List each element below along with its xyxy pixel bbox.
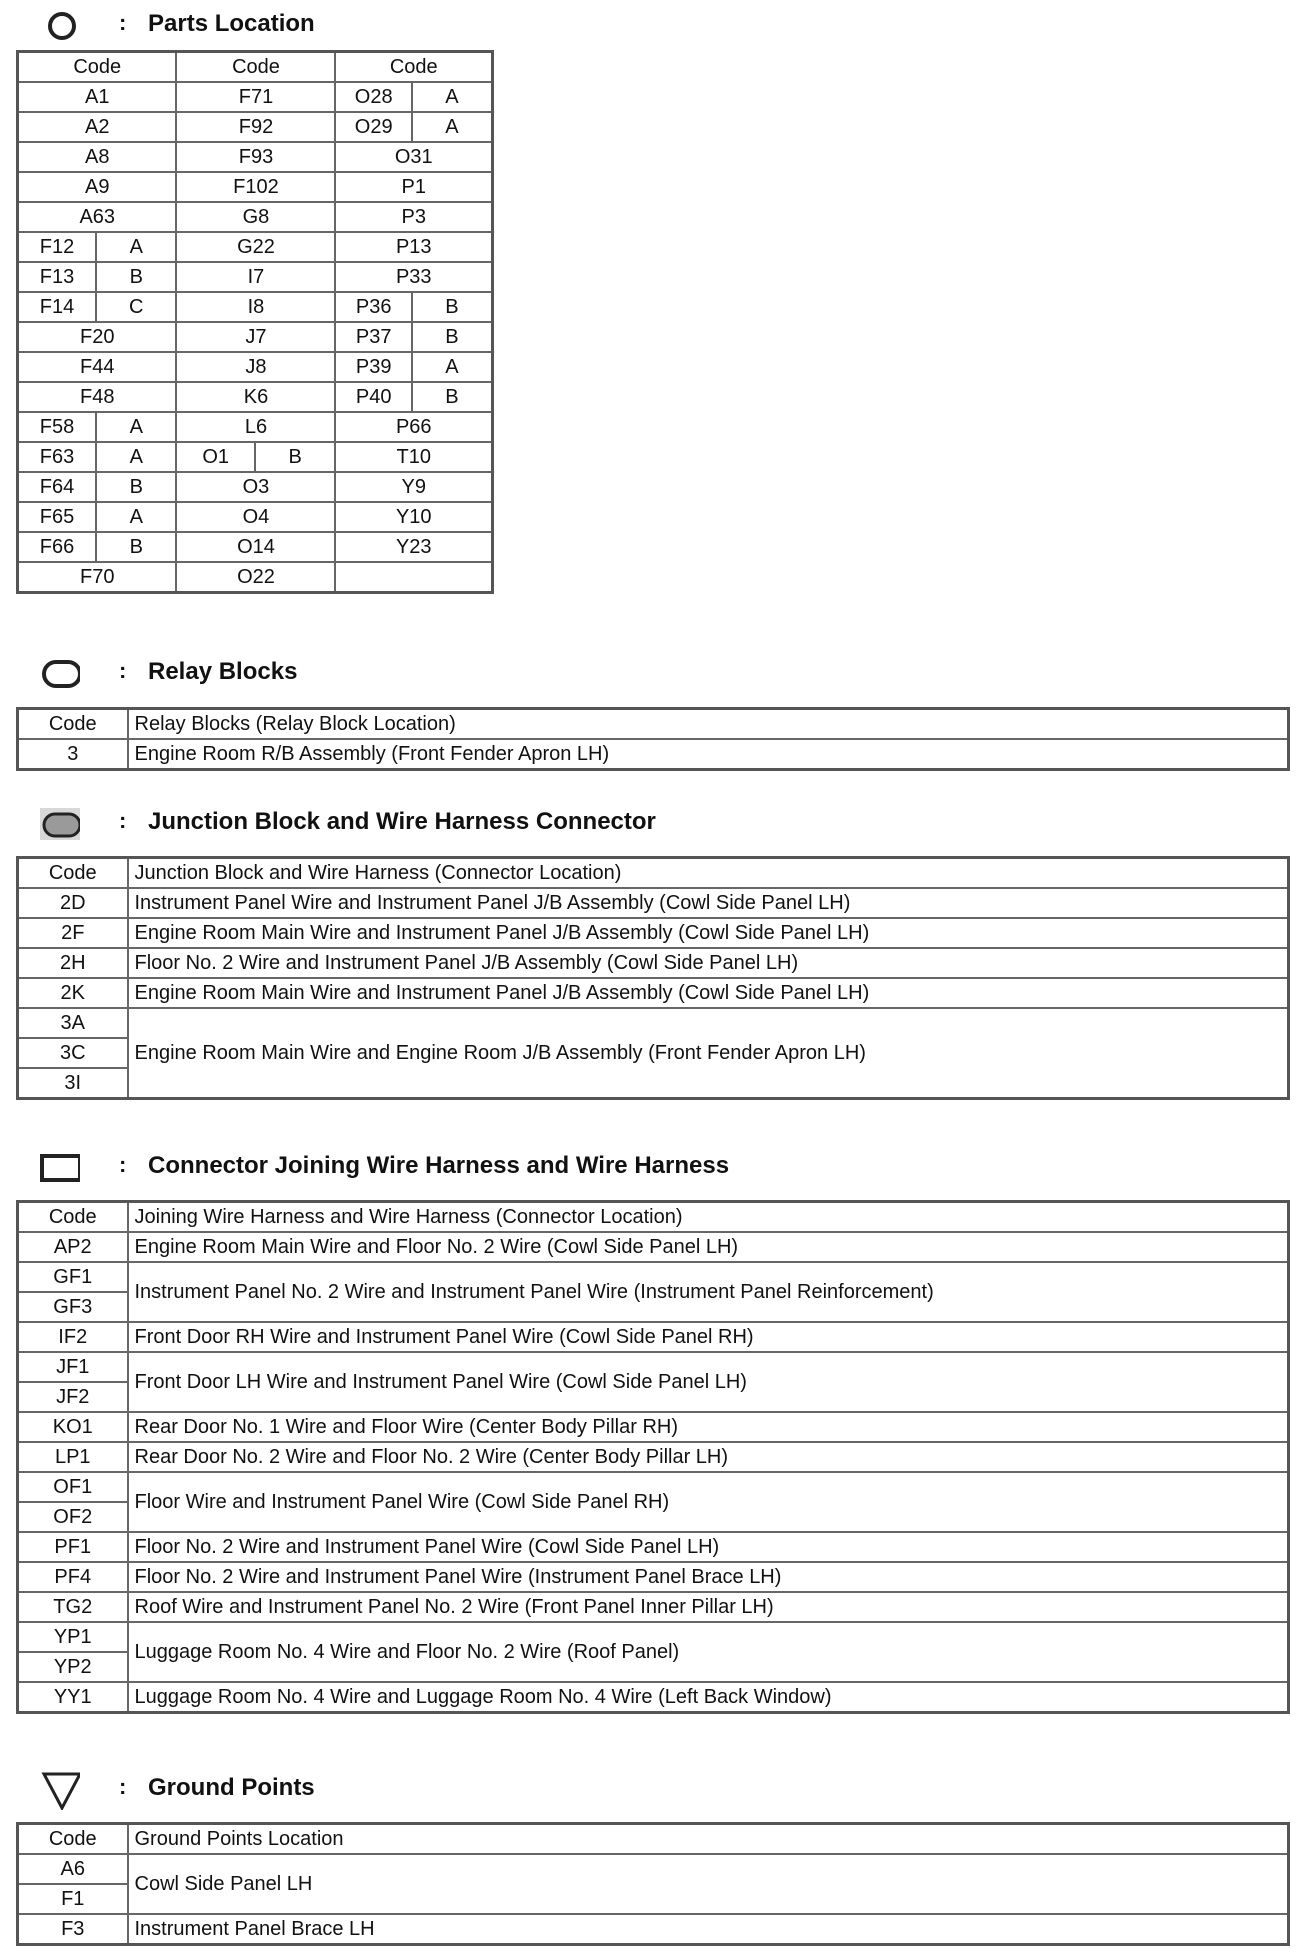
table-row bbox=[18, 1262, 1289, 1292]
code-cell: 3I bbox=[18, 1068, 128, 1099]
table-row bbox=[18, 1442, 1289, 1472]
part-code: J8 bbox=[176, 352, 335, 382]
column-header: Code bbox=[335, 52, 492, 83]
table-row bbox=[18, 1914, 1289, 1945]
table-row bbox=[18, 412, 493, 442]
part-code: P66 bbox=[335, 412, 492, 442]
ground-points-table bbox=[16, 1822, 1290, 1946]
part-area: B bbox=[412, 382, 493, 412]
part-code: F64 bbox=[18, 472, 96, 502]
table-row bbox=[18, 918, 1289, 948]
part-area: C bbox=[96, 292, 177, 322]
table-row bbox=[18, 82, 493, 112]
part-code: G22 bbox=[176, 232, 335, 262]
table-row bbox=[18, 562, 493, 593]
table-row bbox=[18, 948, 1289, 978]
location-cell: Cowl Side Panel LH bbox=[128, 1854, 1289, 1914]
code-cell: KO1 bbox=[18, 1412, 128, 1442]
location-cell: Engine Room Main Wire and Floor No. 2 Wire (Cowl Side Panel LH) bbox=[128, 1232, 1289, 1262]
table-row bbox=[18, 172, 493, 202]
part-code: A8 bbox=[18, 142, 177, 172]
table-header-row bbox=[18, 1202, 1289, 1233]
part-code: P40 bbox=[335, 382, 411, 412]
part-code: O22 bbox=[176, 562, 335, 593]
table-header-row bbox=[18, 52, 493, 83]
part-code: P33 bbox=[335, 262, 492, 292]
location-cell: Luggage Room No. 4 Wire and Floor No. 2 Wire (Roof Panel) bbox=[128, 1622, 1289, 1682]
part-code: F92 bbox=[176, 112, 335, 142]
part-code: F70 bbox=[18, 562, 177, 593]
table-row bbox=[18, 1562, 1289, 1592]
part-code: A9 bbox=[18, 172, 177, 202]
location-cell: Floor Wire and Instrument Panel Wire (Cowl Side Panel RH) bbox=[128, 1472, 1289, 1532]
part-code: F63 bbox=[18, 442, 96, 472]
table-row bbox=[18, 1472, 1289, 1502]
parts-location-table bbox=[16, 50, 494, 594]
location-cell: Luggage Room No. 4 Wire and Luggage Room No. 4 Wire (Left Back Window) bbox=[128, 1682, 1289, 1713]
location-cell: Instrument Panel No. 2 Wire and Instrument Panel Wire (Instrument Panel Reinforcement) bbox=[128, 1262, 1289, 1322]
code-cell: GF3 bbox=[18, 1292, 128, 1322]
part-code: O4 bbox=[176, 502, 335, 532]
location-header: Ground Points Location bbox=[128, 1824, 1289, 1855]
part-code: A63 bbox=[18, 202, 177, 232]
part-code bbox=[335, 562, 492, 593]
table-row bbox=[18, 262, 493, 292]
code-cell: OF1 bbox=[18, 1472, 128, 1502]
part-area: A bbox=[412, 112, 493, 142]
table-row bbox=[18, 442, 493, 472]
part-code: I7 bbox=[176, 262, 335, 292]
table-row bbox=[18, 202, 493, 232]
code-cell: LP1 bbox=[18, 1442, 128, 1472]
code-cell: 3C bbox=[18, 1038, 128, 1068]
part-code: Y10 bbox=[335, 502, 492, 532]
part-code: J7 bbox=[176, 322, 335, 352]
code-cell: F1 bbox=[18, 1884, 128, 1914]
part-area: B bbox=[412, 322, 493, 352]
part-area: B bbox=[96, 532, 177, 562]
part-code: P13 bbox=[335, 232, 492, 262]
part-code: A1 bbox=[18, 82, 177, 112]
part-code: Y9 bbox=[335, 472, 492, 502]
part-code: O31 bbox=[335, 142, 492, 172]
location-header: Joining Wire Harness and Wire Harness (Connector Location) bbox=[128, 1202, 1289, 1233]
relay-blocks-table bbox=[16, 707, 1290, 771]
part-code: G8 bbox=[176, 202, 335, 232]
table-header-row bbox=[18, 709, 1289, 740]
part-code: F58 bbox=[18, 412, 96, 442]
part-code: F13 bbox=[18, 262, 96, 292]
location-cell: Engine Room Main Wire and Engine Room J/B Assembly (Front Fender Apron LH) bbox=[128, 1008, 1289, 1099]
table-row bbox=[18, 322, 493, 352]
heading-colon: : bbox=[119, 10, 127, 35]
table-row bbox=[18, 232, 493, 262]
location-cell: Floor No. 2 Wire and Instrument Panel Wire (Cowl Side Panel LH) bbox=[128, 1532, 1289, 1562]
table-row bbox=[18, 1322, 1289, 1352]
location-cell: Front Door RH Wire and Instrument Panel Wire (Cowl Side Panel RH) bbox=[128, 1322, 1289, 1352]
table-row bbox=[18, 1008, 1289, 1038]
location-cell: Engine Room Main Wire and Instrument Panel J/B Assembly (Cowl Side Panel LH) bbox=[128, 978, 1289, 1008]
code-cell: 2H bbox=[18, 948, 128, 978]
part-area: B bbox=[96, 262, 177, 292]
code-cell: TG2 bbox=[18, 1592, 128, 1622]
code-cell: F3 bbox=[18, 1914, 128, 1945]
part-code: K6 bbox=[176, 382, 335, 412]
code-cell: JF1 bbox=[18, 1352, 128, 1382]
part-area: A bbox=[96, 412, 177, 442]
part-code: F102 bbox=[176, 172, 335, 202]
section-title: Connector Joining Wire Harness and Wire Harness bbox=[148, 1152, 730, 1179]
table-row bbox=[18, 352, 493, 382]
table-row bbox=[18, 502, 493, 532]
section-title: Junction Block and Wire Harness Connector bbox=[148, 808, 656, 835]
location-cell: Instrument Panel Brace LH bbox=[128, 1914, 1289, 1945]
part-code: O14 bbox=[176, 532, 335, 562]
code-cell: OF2 bbox=[18, 1502, 128, 1532]
part-area: A bbox=[412, 82, 493, 112]
triangle-symbol-icon bbox=[40, 1770, 80, 1810]
table-row bbox=[18, 292, 493, 322]
part-code: P37 bbox=[335, 322, 411, 352]
table-row bbox=[18, 1532, 1289, 1562]
table-row bbox=[18, 978, 1289, 1008]
code-cell: JF2 bbox=[18, 1382, 128, 1412]
part-code: F20 bbox=[18, 322, 177, 352]
code-cell: YP2 bbox=[18, 1652, 128, 1682]
location-cell: Floor No. 2 Wire and Instrument Panel Wire (Instrument Panel Brace LH) bbox=[128, 1562, 1289, 1592]
code-cell: PF1 bbox=[18, 1532, 128, 1562]
code-cell: 2F bbox=[18, 918, 128, 948]
part-code: P1 bbox=[335, 172, 492, 202]
part-code: P36 bbox=[335, 292, 411, 322]
part-code: O28 bbox=[335, 82, 411, 112]
code-cell: 2K bbox=[18, 978, 128, 1008]
heading-colon: : bbox=[119, 1774, 127, 1799]
heading-colon: : bbox=[119, 808, 127, 833]
table-row bbox=[18, 1232, 1289, 1262]
connector-joining-heading bbox=[0, 1148, 1312, 1188]
table-row bbox=[18, 532, 493, 562]
part-code: T10 bbox=[335, 442, 492, 472]
table-row bbox=[18, 739, 1289, 770]
code-cell: 2D bbox=[18, 888, 128, 918]
part-code: F71 bbox=[176, 82, 335, 112]
code-cell: AP2 bbox=[18, 1232, 128, 1262]
part-area: A bbox=[96, 502, 177, 532]
code-cell: YP1 bbox=[18, 1622, 128, 1652]
part-area: A bbox=[412, 352, 493, 382]
part-code: L6 bbox=[176, 412, 335, 442]
part-code: P39 bbox=[335, 352, 411, 382]
relay-blocks-heading bbox=[0, 654, 1312, 694]
location-cell: Rear Door No. 1 Wire and Floor Wire (Center Body Pillar RH) bbox=[128, 1412, 1289, 1442]
table-row bbox=[18, 1412, 1289, 1442]
code-cell: 3A bbox=[18, 1008, 128, 1038]
location-cell: Engine Room Main Wire and Instrument Panel J/B Assembly (Cowl Side Panel LH) bbox=[128, 918, 1289, 948]
section-title: Ground Points bbox=[148, 1774, 315, 1801]
part-code: O1 bbox=[176, 442, 254, 472]
table-row bbox=[18, 472, 493, 502]
shaded-rounded-rect-symbol-icon bbox=[40, 808, 80, 840]
location-header: Relay Blocks (Relay Block Location) bbox=[128, 709, 1289, 740]
code-cell: IF2 bbox=[18, 1322, 128, 1352]
part-code: F65 bbox=[18, 502, 96, 532]
code-cell: GF1 bbox=[18, 1262, 128, 1292]
table-header-row bbox=[18, 858, 1289, 889]
location-header: Junction Block and Wire Harness (Connector Location) bbox=[128, 858, 1289, 889]
code-cell: YY1 bbox=[18, 1682, 128, 1713]
location-cell: Rear Door No. 2 Wire and Floor No. 2 Wire (Center Body Pillar LH) bbox=[128, 1442, 1289, 1472]
part-code: F66 bbox=[18, 532, 96, 562]
part-code: F14 bbox=[18, 292, 96, 322]
code-cell: 3 bbox=[18, 739, 128, 770]
table-row bbox=[18, 1592, 1289, 1622]
column-header: Code bbox=[18, 52, 177, 83]
table-row bbox=[18, 888, 1289, 918]
location-cell: Engine Room R/B Assembly (Front Fender Apron LH) bbox=[128, 739, 1289, 770]
table-row bbox=[18, 382, 493, 412]
code-header: Code bbox=[18, 709, 128, 740]
square-symbol-icon bbox=[40, 1152, 80, 1184]
code-header: Code bbox=[18, 858, 128, 889]
part-area: A bbox=[96, 232, 177, 262]
part-code: F44 bbox=[18, 352, 177, 382]
section-title: Parts Location bbox=[148, 10, 315, 37]
table-row bbox=[18, 1622, 1289, 1652]
part-area: B bbox=[412, 292, 493, 322]
section-title: Relay Blocks bbox=[148, 658, 298, 685]
part-area: A bbox=[96, 442, 177, 472]
part-code: F12 bbox=[18, 232, 96, 262]
part-code: O29 bbox=[335, 112, 411, 142]
code-header: Code bbox=[18, 1202, 128, 1233]
heading-colon: : bbox=[119, 1152, 127, 1177]
table-row bbox=[18, 142, 493, 172]
table-row bbox=[18, 1854, 1289, 1884]
table-header-row bbox=[18, 1824, 1289, 1855]
part-code: F93 bbox=[176, 142, 335, 172]
code-cell: PF4 bbox=[18, 1562, 128, 1592]
location-cell: Instrument Panel Wire and Instrument Panel J/B Assembly (Cowl Side Panel LH) bbox=[128, 888, 1289, 918]
connector-joining-table bbox=[16, 1200, 1290, 1714]
junction-block-table bbox=[16, 856, 1290, 1100]
part-code: A2 bbox=[18, 112, 177, 142]
column-header: Code bbox=[176, 52, 335, 83]
part-area: B bbox=[96, 472, 177, 502]
location-cell: Front Door LH Wire and Instrument Panel Wire (Cowl Side Panel LH) bbox=[128, 1352, 1289, 1412]
parts-location-heading bbox=[0, 6, 1312, 46]
part-area: B bbox=[255, 442, 336, 472]
part-code: P3 bbox=[335, 202, 492, 232]
ground-points-heading bbox=[0, 1770, 1312, 1810]
location-cell: Roof Wire and Instrument Panel No. 2 Wire (Front Panel Inner Pillar LH) bbox=[128, 1592, 1289, 1622]
code-cell: A6 bbox=[18, 1854, 128, 1884]
part-code: O3 bbox=[176, 472, 335, 502]
part-code: F48 bbox=[18, 382, 177, 412]
table-row bbox=[18, 1682, 1289, 1713]
part-code: Y23 bbox=[335, 532, 492, 562]
rounded-rect-symbol-icon bbox=[40, 658, 80, 690]
code-header: Code bbox=[18, 1824, 128, 1855]
table-row bbox=[18, 1352, 1289, 1382]
table-row bbox=[18, 112, 493, 142]
junction-block-heading bbox=[0, 804, 1312, 844]
part-code: I8 bbox=[176, 292, 335, 322]
heading-colon: : bbox=[119, 658, 127, 683]
location-cell: Floor No. 2 Wire and Instrument Panel J/B Assembly (Cowl Side Panel LH) bbox=[128, 948, 1289, 978]
circle-symbol-icon bbox=[40, 10, 80, 42]
